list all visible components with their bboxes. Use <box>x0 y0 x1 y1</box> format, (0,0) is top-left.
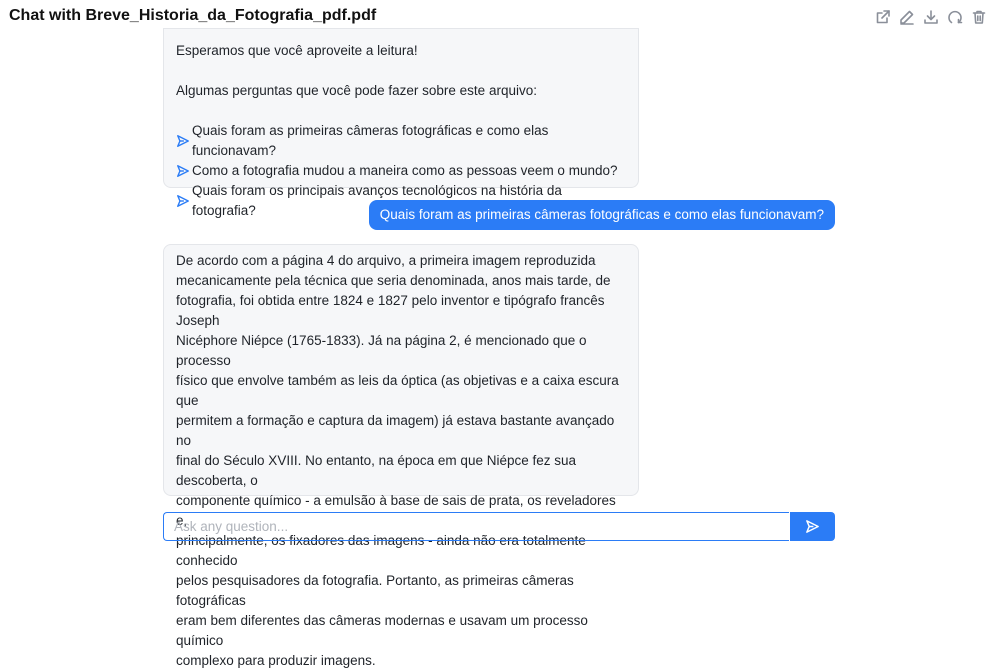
answer-line: principalmente, os fixadores das imagens - ainda não era totalmente conhecido <box>176 533 586 568</box>
bot-message-intro <box>163 28 639 218</box>
intro-greeting: Esperamos que você aproveite a leitura! <box>176 43 418 58</box>
suggested-question-text: Quais foram os principais avanços tecnológicos na história da fotografia? <box>192 183 562 218</box>
share-button[interactable] <box>874 8 892 26</box>
bot-message-answer <box>163 244 639 668</box>
send-arrow-icon <box>176 194 190 208</box>
refresh-icon <box>947 9 963 25</box>
trash-icon <box>971 9 987 25</box>
answer-line: componente químico - a emulsão à base de sais de prata, os reveladores e, <box>176 493 616 528</box>
question-input-wrapper <box>163 512 789 541</box>
answer-line: eram bem diferentes das câmeras modernas e usavam um processo químico <box>176 613 588 648</box>
suggested-question[interactable] <box>176 161 626 181</box>
header-toolbar <box>874 8 988 26</box>
delete-button[interactable] <box>970 8 988 26</box>
answer-line: Nicéphore Niépce (1765-1833). Já na página 2, é mencionado que o processo <box>176 333 587 368</box>
question-input[interactable] <box>164 513 789 540</box>
refresh-button[interactable] <box>946 8 964 26</box>
suggested-question-text: Quais foram as primeiras câmeras fotográficas e como elas funcionavam? <box>192 123 549 158</box>
suggested-question[interactable] <box>176 121 626 161</box>
page-title: Chat with Breve_Historia_da_Fotografia_pdf.pdf <box>9 7 377 24</box>
send-arrow-icon <box>176 164 190 178</box>
send-arrow-icon <box>176 134 190 148</box>
download-button[interactable] <box>922 8 940 26</box>
send-icon <box>805 519 820 534</box>
answer-line: complexo para produzir imagens. <box>176 653 376 668</box>
suggested-question-text: Como a fotografia mudou a maneira como as pessoas veem o mundo? <box>192 163 618 178</box>
user-message: Quais foram as primeiras câmeras fotográficas e como elas funcionavam? <box>369 200 835 230</box>
answer-line: pelos pesquisadores da fotografia. Portanto, as primeiras câmeras fotográficas <box>176 573 574 608</box>
answer-line: De acordo com a página 4 do arquivo, a primeira imagem reproduzida <box>176 253 596 268</box>
intro-suggestions-heading: Algumas perguntas que você pode fazer sobre este arquivo: <box>176 83 537 98</box>
composer <box>163 512 835 541</box>
download-icon <box>923 9 939 25</box>
edit-button[interactable] <box>898 8 916 26</box>
answer-line: mecanicamente pela técnica que seria denominada, anos mais tarde, de <box>176 273 611 288</box>
answer-line: final do Século XVIII. No entanto, na época em que Niépce fez sua descoberta, o <box>176 453 577 488</box>
answer-line: fotografia, foi obtida entre 1824 e 1827 pelo inventor e tipógrafo francês Joseph <box>176 293 605 328</box>
share-icon <box>875 9 891 25</box>
chat-messages[interactable] <box>0 36 1000 668</box>
edit-icon <box>899 9 915 25</box>
send-button[interactable] <box>790 512 835 541</box>
answer-line: permitem a formação e captura da imagem) já estava bastante avançado no <box>176 413 615 448</box>
answer-line: físico que envolve também as leis da óptica (as objetivas e a caixa escura que <box>176 373 619 408</box>
